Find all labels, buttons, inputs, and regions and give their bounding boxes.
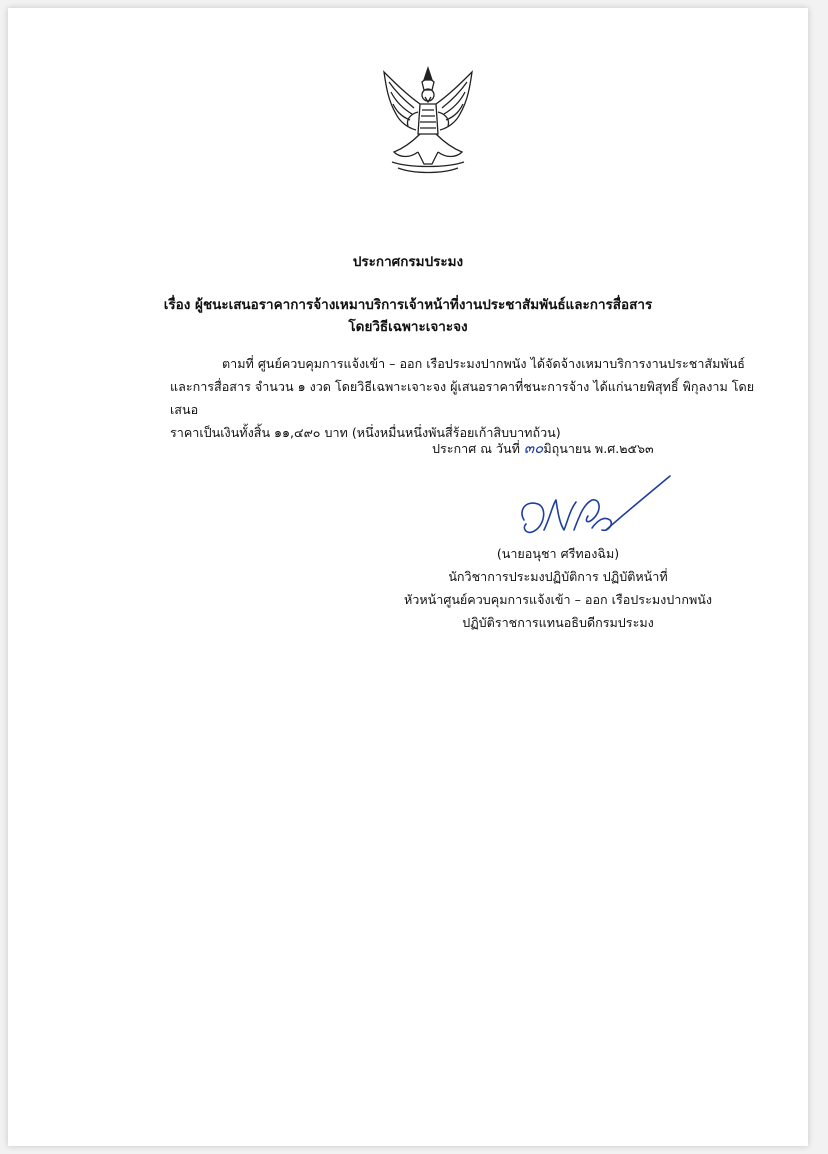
body-line-2: และการสื่อสาร จำนวน ๑ งวด โดยวิธีเฉพาะเจาะจง ผู้เสนอราคาที่ชนะการจ้าง ได้แก่นายพิสุทธิ์ พิกุลงาม โดยเสนอ: [170, 379, 755, 417]
signer-position-2: หัวหน้าศูนย์ควบคุมการแจ้งเข้า – ออก เรือประมงปากพนัง: [403, 592, 713, 607]
document-title: ประกาศกรมประมง: [352, 254, 464, 270]
document-page: [8, 8, 808, 1146]
document-body: [170, 352, 778, 444]
subject-line-1: เรื่อง ผู้ชนะเสนอราคาการจ้างเหมาบริการเจ้าหน้าที่งานประชาสัมพันธ์และการสื่อสาร: [163, 297, 653, 313]
garuda-emblem-icon: [370, 64, 486, 180]
date-suffix: มิถุนายน พ.ศ.๒๕๖๓: [543, 441, 654, 456]
body-line-1: ตามที่ ศูนย์ควบคุมการแจ้งเข้า – ออก เรือประมงปากพนัง ได้จัดจ้างเหมาบริการงานประชาสัมพันธ์: [222, 356, 745, 371]
signer-position-1: นักวิชาการประมงปฏิบัติการ ปฏิบัติหน้าที่: [448, 569, 668, 584]
handwritten-signature: [514, 470, 678, 548]
body-line-3: ราคาเป็นเงินทั้งสิ้น ๑๑,๔๙๐ บาท (หนึ่งหมื่นหนึ่งพันสี่ร้อยเก้าสิบบาทถ้วน): [170, 425, 561, 440]
signer-position-3: ปฏิบัติราชการแทนอธิบดีกรมประมง: [462, 615, 654, 630]
signer-block: [388, 542, 728, 634]
signer-name: (นายอนุชา ศรีทองฉิม): [496, 546, 620, 561]
announcement-date: [432, 436, 654, 460]
date-prefix: ประกาศ ณ วันที่: [432, 441, 520, 456]
date-day-handwritten: ๓๐: [523, 439, 544, 457]
subject-line-2: โดยวิธีเฉพาะเจาะจง: [348, 319, 468, 335]
document-subject: [8, 294, 808, 338]
